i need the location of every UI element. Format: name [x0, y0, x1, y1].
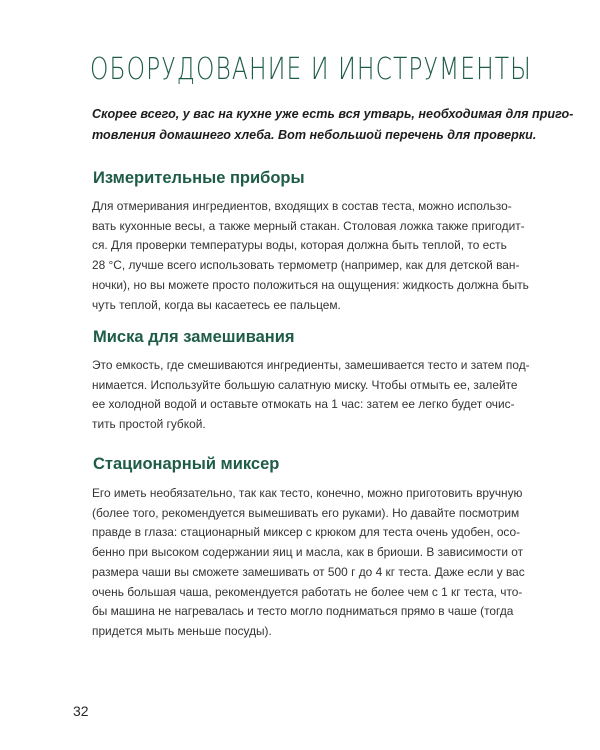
section-body-stand-mixer	[92, 484, 532, 642]
body-line: вать кухонные весы, а также мерный стакан. Столовая ложка также пригодит-	[92, 218, 525, 233]
section-body-mixing-bowl	[92, 356, 532, 435]
body-line: бенно при высоком содержании яиц и масла, как в бриоши. В зависимости от	[92, 545, 524, 560]
section-body-measuring	[92, 197, 532, 315]
body-line: ее холодной водой и оставьте отмокать на 1 час: затем ее легко будет очис-	[92, 397, 515, 412]
body-line: Его иметь необязательно, так как тесто, конечно, можно приготовить вручную	[92, 486, 523, 500]
intro-line: Скорее всего, у вас на кухне уже есть вся утварь, необходимая для приго-	[92, 107, 574, 121]
body-line: бы машина не нагревалась и тесто могло подниматься прямо в чаше (тогда	[92, 604, 514, 619]
body-line: очень большая чаша, рекомендуется работать не более чем с 1 кг теста, что-	[92, 584, 523, 599]
body-line: Это емкость, где смешиваются ингредиенты, замешивается тесто и затем под-	[92, 358, 530, 372]
body-line: 28 °C, лучше всего использовать термометр (например, как для детской ван-	[92, 258, 520, 273]
page-number: 32	[73, 703, 89, 719]
body-line: ся. Для проверки температуры воды, которая должна быть теплой, то есть	[92, 238, 507, 253]
intro-paragraph	[92, 104, 574, 146]
body-line: правде в глаза: стационарный миксер с крюком для теста очень удобен, осо-	[92, 525, 521, 540]
body-line: нимается. Используйте большую салатную миску. Чтобы отмыть ее, залейте	[92, 377, 518, 392]
body-line: чуть теплой, когда вы касаетесь ее пальцем.	[92, 297, 341, 312]
section-heading-measuring: Измерительные приборы	[93, 169, 305, 187]
section-heading-stand-mixer: Стационарный миксер	[93, 455, 280, 473]
page-title: ОБОРУДОВАНИЕ И ИНСТРУМЕНТЫ	[90, 52, 532, 87]
section-heading-mixing-bowl: Миска для замешивания	[93, 328, 295, 346]
intro-line: товления домашнего хлеба. Вот небольшой перечень для проверки.	[92, 128, 537, 142]
body-line: придется мыть меньше посуды).	[92, 623, 272, 638]
body-line: (более того, рекомендуется вымешивать его руками). Но давайте посмотрим	[92, 505, 520, 520]
body-line: ночки), но вы можете просто положиться на ощущения: жидкость должна быть	[92, 277, 529, 292]
body-line: тить простой губкой.	[92, 417, 206, 432]
body-line: Для отмеривания ингредиентов, входящих в состав теста, можно использо-	[92, 199, 512, 213]
body-line: размера чаши вы сможете замешивать от 500 г до 4 кг теста. Даже если у вас	[92, 564, 525, 579]
